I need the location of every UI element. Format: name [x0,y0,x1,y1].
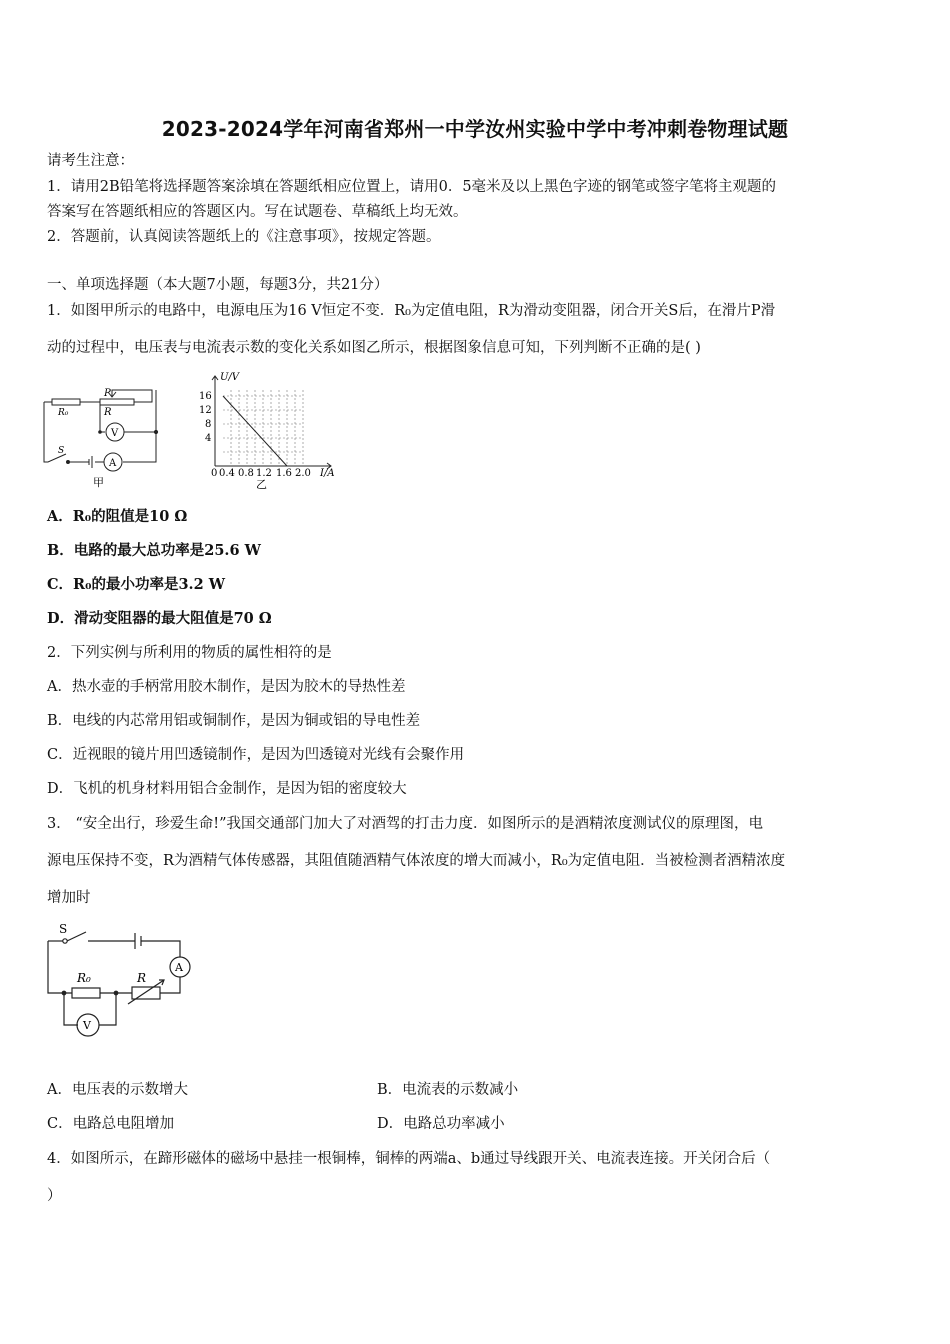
q2-option-b: B．电线的内芯常用铝或铜制作，是因为铜或铝的导电性差 [47,713,421,729]
q3-ammeter-label: A [175,961,183,974]
q3-stem-line-2: 源电压保持不变，R为酒精气体传感器，其阻值随酒精气体浓度的增大而减小，R₀为定值电阻．当被检测者酒精浓度 [47,853,786,869]
fig-jia-caption: 甲 [93,476,104,489]
q3-label-r0: R₀ [77,971,91,985]
label-p: P [104,388,111,399]
q3-label-r: R [137,971,147,985]
notice-heading: 请考生注意： [47,153,134,169]
graph-x-tick-2-0: 2.0 [295,468,311,479]
q1-graph-figure-yi [196,366,346,490]
page-title: 2023-2024学年河南省郑州一中学汝州实验中学中考冲刺卷物理试题 [161,117,789,141]
notice-item-1-line-1: 1．请用2B铅笔将选择题答案涂填在答题纸相应位置上，请用0．5毫米及以上黑色字迹的钢笔或签字笔将主观题的 [47,179,777,195]
q2-option-c: C．近视眼的镜片用凹透镜制作，是因为凹透镜对光线有会聚作用 [47,747,465,763]
label-s: S [58,446,65,456]
q1-option-c: C．R₀的最小功率是3.2 W [47,576,225,593]
graph-y-tick-12: 12 [199,405,212,416]
graph-y-tick-16: 16 [199,391,212,402]
graph-x-tick-0-4: 0.4 [219,468,235,479]
q3-label-s: S [59,922,68,936]
q4-stem-line-2: ） [47,1188,62,1204]
q1-option-d: D．滑动变阻器的最大阻值是70 Ω [47,610,272,627]
q1-circuit-figure-jia [40,382,165,490]
fig-yi-caption: 乙 [256,478,267,490]
q1-option-b: B．电路的最大总功率是25.6 W [47,542,261,559]
graph-x-tick-0-8: 0.8 [238,468,254,479]
q3-option-b: B．电流表的示数减小 [377,1082,519,1098]
q3-stem-line-3: 增加时 [47,890,91,906]
graph-y-tick-4: 4 [205,433,212,444]
graph-x-tick-1-6: 1.6 [276,468,292,479]
graph-x-tick-1-2: 1.2 [256,468,272,479]
q1-option-a: A．R₀的阻值是10 Ω [47,508,188,525]
graph-ylabel: U/V [220,372,240,383]
q2-stem: 2．下列实例与所利用的物质的属性相符的是 [47,645,332,661]
section-heading: 一、单项选择题（本大题7小题，每题3分，共21分） [47,277,389,293]
q4-stem-line-1: 4．如图所示，在蹄形磁体的磁场中悬挂一根铜棒，铜棒的两端a、b通过导线跟开关、电流表连接。开关闭合后（ [47,1151,771,1167]
notice-item-1-line-2: 答案写在答题纸相应的答题区内。写在试题卷、草稿纸上均无效。 [47,204,468,220]
q3-circuit-figure [40,920,205,1045]
label-r0: R₀ [58,408,69,418]
label-r: R [104,407,112,418]
q1-stem-line-2: 动的过程中，电压表与电流表示数的变化关系如图乙所示，根据图象信息可知，下列判断不正确的是( ) [47,340,701,356]
voltmeter-label: V [111,428,119,439]
q3-option-d: D．电路总功率减小 [377,1116,505,1132]
graph-x-tick-0: 0 [211,468,218,479]
ammeter-label: A [109,458,117,469]
q2-option-d: D．飞机的机身材料用铝合金制作，是因为铝的密度较大 [47,781,407,797]
q3-option-a: A．电压表的示数增大 [47,1082,188,1098]
graph-xlabel: I/A [320,468,335,479]
q1-stem-line-1: 1．如图甲所示的电路中，电源电压为16 V恒定不变．R₀为定值电阻，R为滑动变阻器，闭合开关S后，在滑片P滑 [47,303,776,319]
q2-option-a: A．热水壶的手柄常用胶木制作，是因为胶木的导热性差 [47,679,406,695]
q3-stem-line-1: 3． “安全出行，珍爱生命!”我国交通部门加大了对酒驾的打击力度．如图所示的是酒精浓度测试仪的原理图，电 [47,816,763,832]
q3-voltmeter-label: V [83,1019,91,1032]
graph-y-tick-8: 8 [205,419,212,430]
q3-option-c: C．电路总电阻增加 [47,1116,175,1132]
notice-item-2: 2．答题前，认真阅读答题纸上的《注意事项》，按规定答题。 [47,229,441,245]
